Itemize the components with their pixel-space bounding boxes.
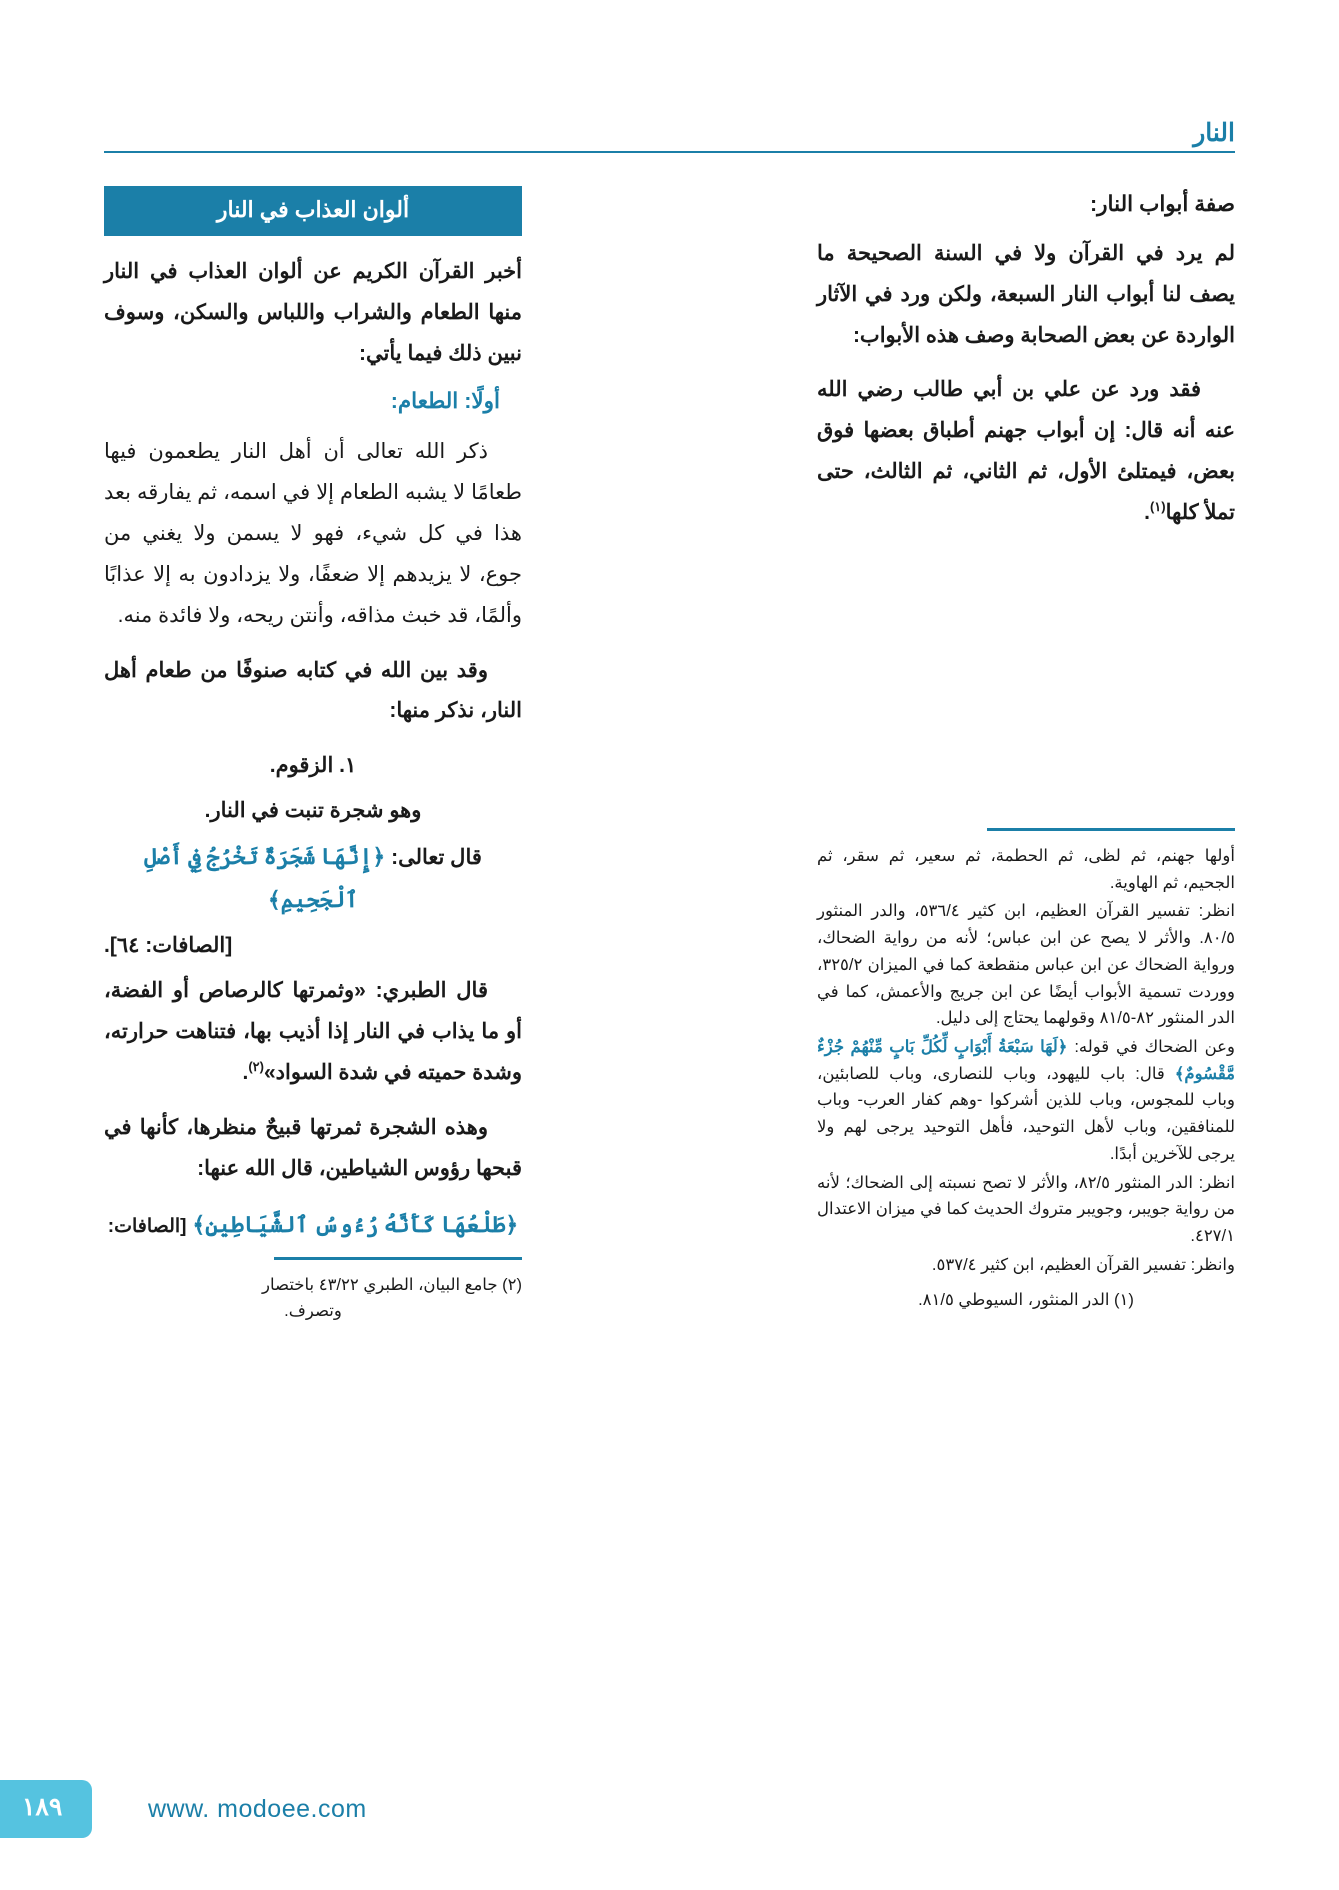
ayah-1-source: [الصافات: ٦٤]. [104,934,233,958]
qala-taala-label: قال تعالى: [391,846,482,870]
paragraph-no-description: لم يرد في القرآن ولا في السنة الصحيحة ما يصف لنا أبواب النار السبعة، ولكن ورد في الآثار الواردة عن بعض الصحابة وصف هذه الأبواب: [817,241,1235,347]
section-banner-alwan: ألوان العذاب في النار [104,186,522,236]
tabari-quote-text: قال الطبري: «وثمرتها كالرصاص أو الفضة، أو ما يذاب في النار إذا أذيب بها، فتناهت حرارته، وشدة حميته في شدة السواد» [104,979,522,1084]
footnote-ayah-seven-gates: ﴿لَهَا سَبْعَةُ أَبْوَابٍ لِّكُلِّ بَابٍ مِّنْهُمْ جُزْءٌ مَّقْسُومٌ﴾ [817,1037,1236,1083]
footnote-item-2 [104,1272,522,1325]
footnote-item-2-tail: وتصرف. [284,1302,342,1321]
paragraph-ali-period: . [1144,501,1150,525]
left-column [104,186,522,1325]
header-divider [104,151,1235,153]
paragraph-ali-narration [817,370,1235,534]
site-url[interactable]: www. modoee.com [148,1795,367,1823]
right-column [817,186,1236,1309]
subheading-food: أولًا: الطعام: [390,388,500,413]
page-number: ١٨٩ [22,1793,63,1821]
qala-taala-line [104,836,522,922]
footnote-line-names: أولها جهنم، ثم لظى، ثم الحطمة، ثم سعير، ثم سقر، ثم الجحيم، ثم الهاوية. [817,847,1235,892]
footnote-line-sources-1: انظر: تفسير القرآن العظيم، ابن كثير ٥٣٦/٤، والدر المنثور ٨٠/٥. والأثر لا يصح عن ابن عباس؛ لأنه من رواية الضحاك، ورواية الضحاك عن ابن عباس منقطعة كما في الميزان ٣٢٥/٢، ووردت تسمية الأبواب أيضًا عن ابن جريج والأعمش، كما في الدر المنثور ٨٢-٨١/٥ وقولهما يحتاج إلى دليل. [817,902,1235,1028]
ayah-2-line [104,1204,522,1247]
footnote-dahhak-rest: قال: باب لليهود، وباب للنصارى، وباب للصابئين، وباب للمجوس، وباب للذين أشركوا -وهم كفار العرب- وباب للمنافقين، وباب لأهل التوحيد، فأهل التوحيد يرجى لهم ولا يرجى للآخرين أبدًا. [817,1064,1235,1163]
right-footnote-block [817,828,1235,1313]
footnote-line-sources-2: انظر: الدر المنثور ٨٢/٥، والأثر لا تصح نسبته إلى الضحاك؛ لأنه من رواية جويبر، وجويبر متروك الحديث كما في ميزان الاعتدال ٤٢٧/١. [817,1173,1235,1246]
footnote-dahhak-intro: وعن الضحاك في قوله: [1074,1038,1236,1057]
footnote-item-1: (١) الدر المنثور، السيوطي ٨١/٥. [918,1290,1134,1309]
footnote-ref-2: (٢) [248,1058,264,1074]
footnote-line-dahhak [817,1034,1235,1168]
list-item-zaqqum-note: وهو شجرة تنبت في النار. [204,799,422,823]
list-item-zaqqum: ١. الزقوم. [269,754,357,778]
footnote-divider-right [987,828,1235,831]
footnote-ref-1: (١) [1149,499,1166,515]
footnote-item-2-text: (٢) جامع البيان، الطبري ٤٣/٢٢ باختصار [262,1275,522,1294]
page-title: النار [1193,119,1235,147]
footnote-divider-left [274,1257,522,1260]
paragraph-ali-text: فقد ورد عن علي بن أبي طالب رضي الله عنه أنه قال: إن أبواب جهنم أطباق بعضها فوق بعض، فيمتلئ الأول، ثم الثاني، ثم الثالث، حتى تملأ كلها [817,378,1235,525]
ayah-2-source: [الصافات: [107,1215,187,1237]
footnote-line-sources-3: وانظر: تفسير القرآن العظيم، ابن كثير ٥٣٧/٤. [931,1255,1235,1274]
ayah-saffat-65: ﴿طَلْعُهَا كَأَنَّهُ رُءُوسُ ٱلشَّيَاطِينِ﴾ [192,1211,519,1237]
page-header [104,118,1235,154]
paragraph-tabari-quote [104,971,522,1094]
section-title-abwab: صفة أبواب النار: [1090,192,1235,216]
paragraph-ugly-fruit: وهذه الشجرة ثمرتها قبيحٌ منظرها، كأنها في قبحها رؤوس الشياطين، قال الله عنها: [104,1115,522,1180]
paragraph-alwan-intro: أخبر القرآن الكريم عن ألوان العذاب في النار منها الطعام والشراب واللباس والسكن، وسوف نبين ذلك فيما يأتي: [104,260,522,365]
paragraph-kinds-of-food: وقد بين الله في كتابه صنوفًا من طعام أهل النار، نذكر منها: [104,658,522,723]
paragraph-food-description: ذكر الله تعالى أن أهل النار يطعمون فيها طعامًا لا يشبه الطعام إلا في اسمه، ثم يفارقه بعد هذا في كل شيء، فهو لا يسمن ولا يغني من جوع، لا يزيدهم إلا ضعفًا، ولا يزدادون به إلا عذابًا وألمًا، قد خبث مذاقه، وأنتن ريحه، ولا فائدة منه. [104,439,522,627]
tabari-period: . [242,1060,249,1084]
ayah-saffat-64: ﴿إِنَّهَا شَجَرَةٌ تَخْرُجُ فِي أَصْلِ ٱلْجَحِيمِ﴾ [144,844,386,913]
